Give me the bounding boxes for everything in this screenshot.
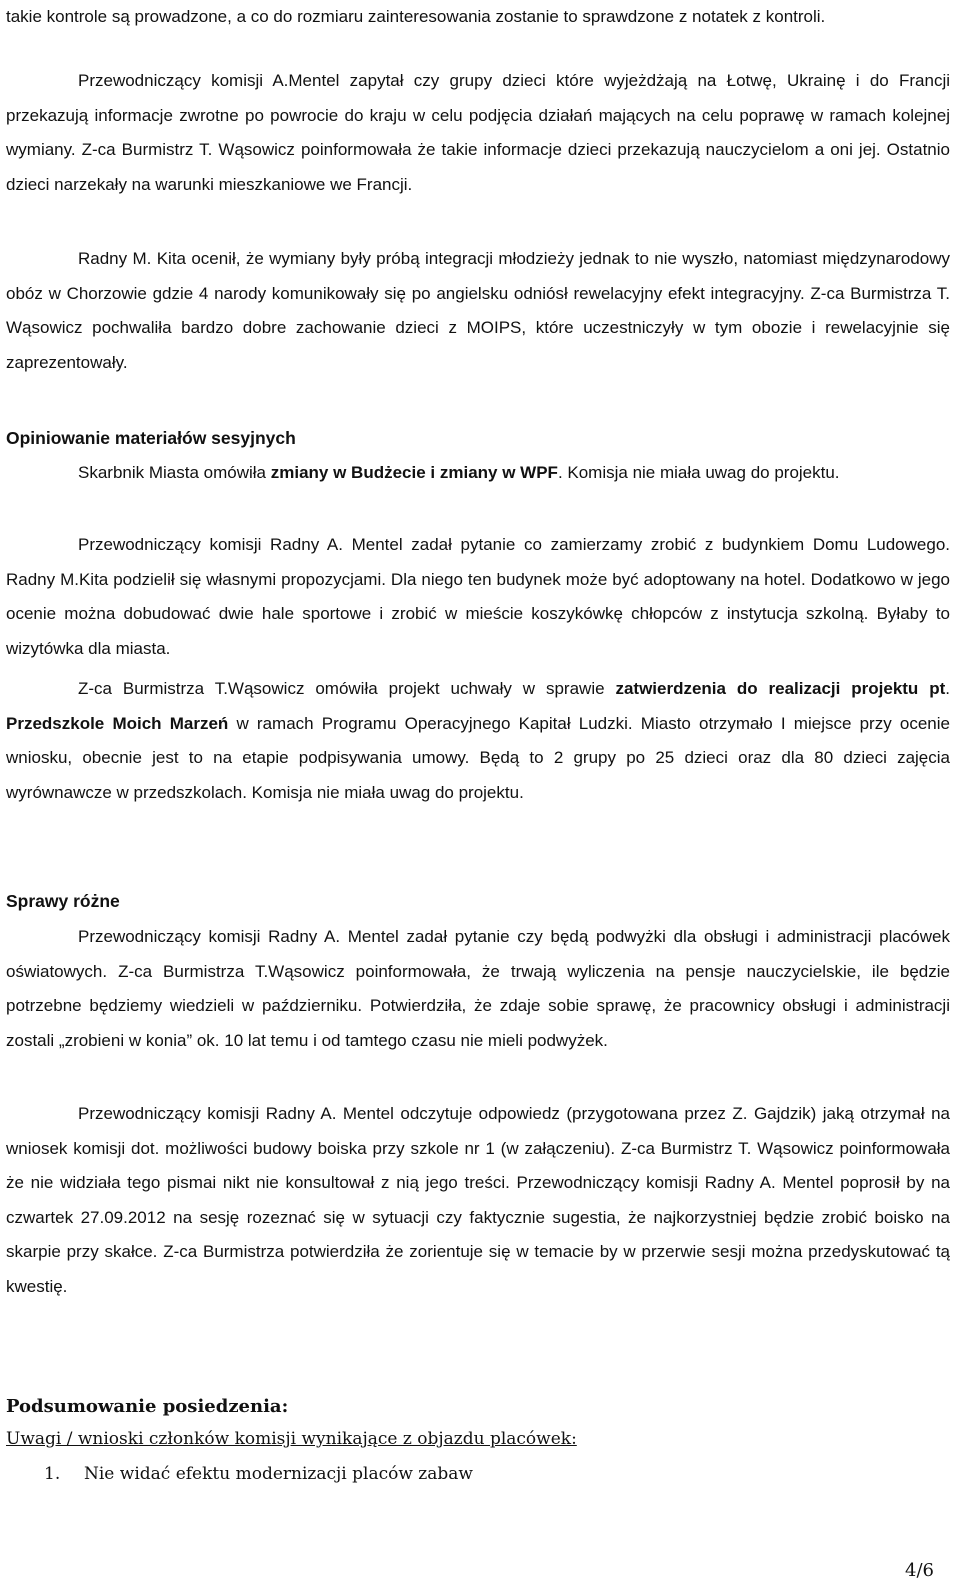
page-number: 4/6: [905, 1560, 934, 1581]
paragraph-budzet-wpf: [6, 456, 950, 491]
text-segment: Z-ca Burmistrza T.Wąsowicz omówiła projekt uchwały w sprawie: [78, 679, 616, 698]
list-item: [6, 1457, 473, 1491]
paragraph-przedszkole: [6, 672, 950, 810]
list-item-number: 1.: [44, 1464, 61, 1484]
text-segment: .: [945, 679, 950, 698]
bold-budzet-wpf: zmiany w Budżecie i zmiany w WPF: [270, 463, 558, 482]
paragraph-wymiany-zwrotne: Przewodniczący komisji A.Mentel zapytał czy grupy dzieci które wyjeżdżają na Łotwę, Ukrainę i do Francji przekazują informacje zwrotne po powrocie do kraju w celu podjęcia działań mających na celu poprawę w ramach kolejnej wymiany. Z-ca Burmistrz T. Wąsowicz poinformowała że takie informacje dzieci przekazują nauczycielom a oni jej. Ostatnio dzieci narzekały na warunki mieszkaniowe we Francji.: [6, 71, 950, 194]
heading-sprawy-rozne: Sprawy różne: [6, 891, 120, 911]
list-item-text: Nie widać efektu modernizacji placów zabaw: [84, 1464, 473, 1484]
text-segment: w ramach Programu Operacyjnego Kapitał Ludzki. Miasto otrzymało I miejsce przy ocenie wniosku, obecnie jest to na etapie podpisywania umowy. Będą to 2 grupy po 25 dzieci oraz dla 80 dzieci zajęcia wyrównawcze w przedszkolach. Komisja nie miała uwag do projektu.: [6, 713, 950, 802]
text-segment: . Komisja nie miała uwag do projektu.: [557, 463, 840, 482]
heading-podsumowanie: Podsumowanie posiedzenia:: [6, 1396, 289, 1417]
heading-opiniowanie: Opiniowanie materiałów sesyjnych: [6, 428, 296, 448]
paragraph-podwyzki: Przewodniczący komisji Radny A. Mentel zadał pytanie czy będą podwyżki dla obsługi i administracji placówek oświatowych. Z-ca Burmistrza T.Wąsowicz poinformowała, że trwają wyliczenia na pensje nauczycielskie, ile będzie potrzebne będziemy wiedzieli w październiku. Potwierdziła, że zdaje sobie sprawę, że pracownicy obsługi i administracji zostali „zrobieni w konia” ok. 10 lat temu i od tamtego czasu nie mieli podwyżek.: [6, 927, 950, 1050]
bold-zatwierdzenie: zatwierdzenia do realizacji projektu pt: [615, 679, 946, 698]
paragraph-boisko: Przewodniczący komisji Radny A. Mentel odczytuje odpowiedz (przygotowana przez Z. Gajdzik) jaką otrzymał na wniosek komisji dot. możliwości budowy boiska przy szkole nr 1 (w załączeniu). Z-ca Burmistrz T. Wąsowicz poinformowała że nie widziała tego pismai nikt nie konsultował z nią jego treści. Przewodniczący komisji Radny A. Mentel poprosił by na czwartek 27.09.2012 na sesję rozeznać się w sytuacji czy faktycznie sugestia, że najkorzystniej będzie zrobić boisko na skarpie przy skałce. Z-ca Burmistrza potwierdziła że zorientuje się w temacie by w przerwie sesji można przedyskutować tą kwestię.: [6, 1104, 950, 1296]
bold-przedszkole-name: Przedszkole Moich Marzeń: [6, 713, 229, 733]
paragraph-radny-kita-oboz: Radny M. Kita ocenił, że wymiany były próbą integracji młodzieży jednak to nie wyszło, natomiast międzynarodowy obóz w Chorzowie gdzie 4 narody komunikowały się po angielsku odniósł rewelacyjny efekt integracyjny. Z-ca Burmistrza T. Wąsowicz pochwaliła bardzo dobre zachowanie dzieci z MOIPS, które uczestniczyły w tym obozie i rewelacyjnie się zaprezentowały.: [6, 249, 950, 372]
uwagi-heading: Uwagi / wnioski członków komisji wynikające z objazdu placówek:: [6, 1429, 577, 1449]
text-segment: Skarbnik Miasta omówiła: [78, 463, 271, 482]
document-page: [6, 0, 950, 1593]
paragraph-kontrole: takie kontrole są prowadzone, a co do rozmiaru zainteresowania zostanie to sprawdzone z notatek z kontroli.: [6, 7, 826, 26]
paragraph-dom-ludowy: Przewodniczący komisji Radny A. Mentel zadał pytanie co zamierzamy zrobić z budynkiem Domu Ludowego. Radny M.Kita podzielił się własnymi propozycjami. Dla niego ten budynek może być adoptowany na hotel. Dodatkowo w jego ocenie można dobudować dwie hale sportowe i zrobić w mieście koszykówkę chłopców z instytucja szkolną. Byłaby to wizytówka dla miasta.: [6, 535, 950, 658]
